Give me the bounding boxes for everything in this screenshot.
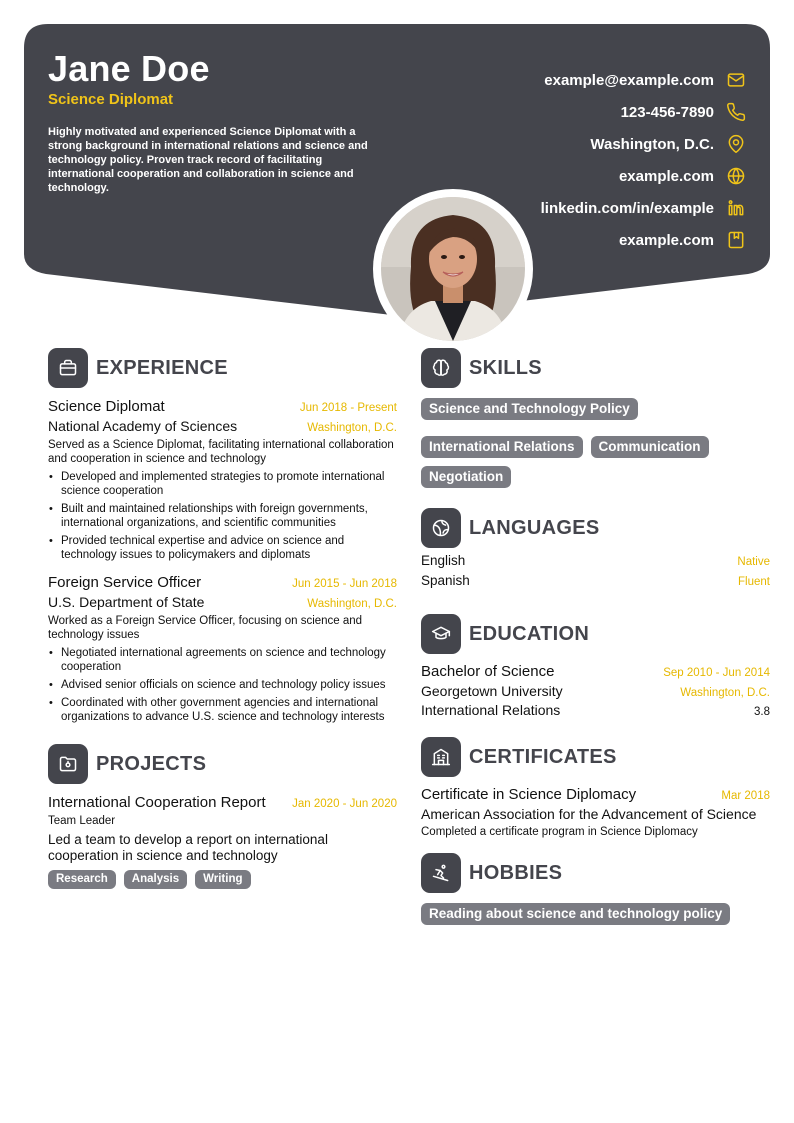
bookmark-icon	[726, 230, 746, 250]
skills-title: SKILLS	[469, 356, 542, 379]
project-dates: Jan 2020 - Jun 2020	[292, 798, 397, 810]
certificate-name: Certificate in Science Diplomacy	[421, 786, 637, 803]
brain-icon	[421, 348, 461, 388]
education-heading	[421, 614, 770, 654]
skills-list	[421, 398, 770, 488]
job-dates: Jun 2018 - Present	[299, 402, 397, 414]
language-level: Native	[737, 556, 770, 568]
project-tags	[48, 870, 397, 889]
left-column	[48, 348, 397, 889]
job-location: Washington, D.C.	[307, 598, 397, 610]
language-name: Spanish	[421, 573, 470, 588]
projects-title: PROJECTS	[96, 752, 207, 775]
job-bullet: • Coordinated with other government agencies and international organizations to advance U.S. science and technology interests	[48, 696, 397, 724]
job-organization: National Academy of Sciences	[48, 418, 238, 434]
project-tag: Analysis	[124, 870, 187, 889]
contact-location-text: Washington, D.C.	[590, 135, 714, 153]
hobby-chip: Reading about science and technology policy	[421, 903, 730, 925]
experience-item	[48, 398, 397, 562]
linkedin-icon	[726, 198, 746, 218]
hobbies-heading	[421, 853, 770, 893]
project-role: Team Leader	[48, 815, 116, 827]
school: Georgetown University	[421, 683, 563, 699]
contact-portfolio-text[interactable]: example.com	[618, 231, 714, 249]
hobbies-list	[421, 903, 770, 925]
candidate-name: Jane Doe	[48, 48, 210, 89]
school-location: Washington, D.C.	[680, 687, 770, 699]
avatar	[381, 197, 525, 341]
hobbies-title: HOBBIES	[469, 861, 563, 884]
job-summary: Served as a Science Diplomat, facilitating international collaboration and cooperation in science and technology	[48, 439, 394, 465]
skier-icon	[421, 853, 461, 893]
globe-icon	[726, 166, 746, 186]
skills-heading	[421, 348, 770, 388]
experience-item	[48, 574, 397, 724]
job-bullet: • Developed and implemented strategies to promote international science cooperation	[48, 470, 397, 498]
education-dates: Sep 2010 - Jun 2014	[663, 667, 770, 679]
experience-heading	[48, 348, 397, 388]
certificates-title: CERTIFICATES	[469, 745, 617, 768]
projects-heading	[48, 744, 397, 784]
job-dates: Jun 2015 - Jun 2018	[292, 578, 397, 590]
experience-title: EXPERIENCE	[96, 356, 228, 379]
phone-icon	[726, 102, 746, 122]
skill-chip: Science and Technology Policy	[421, 398, 638, 420]
profile-summary: Highly motivated and experienced Science Diplomat with a strong background in international relations and science and technology policy. Proven track record of facilitating international cooperation and collaboration in science and technology.	[48, 126, 368, 194]
language-name: English	[421, 553, 466, 568]
languages-list	[421, 553, 770, 593]
certificate-description: Completed a certificate program in Science Diplomacy	[421, 826, 698, 838]
education-title: EDUCATION	[469, 622, 590, 645]
skill-chip: International Relations	[421, 436, 583, 458]
language-item	[421, 573, 770, 593]
skill-chip: Communication	[591, 436, 709, 458]
building-icon	[421, 737, 461, 777]
languages-title: LANGUAGES	[469, 516, 600, 539]
job-bullets	[48, 646, 397, 724]
job-organization: U.S. Department of State	[48, 594, 205, 610]
contact-website-text[interactable]: example.com	[618, 167, 714, 185]
skill-chip: Negotiation	[421, 466, 511, 488]
job-role: Foreign Service Officer	[48, 574, 202, 591]
gpa: 3.8	[754, 706, 770, 718]
contact-linkedin-text[interactable]: linkedin.com/in/example	[540, 199, 714, 217]
contact-phone[interactable]	[416, 96, 746, 128]
project-name: International Cooperation Report	[48, 794, 266, 811]
job-role: Science Diplomat	[48, 398, 165, 415]
certificate-item	[421, 786, 770, 838]
project-tag: Research	[48, 870, 116, 889]
certificate-issuer: American Association for the Advancement of Science	[421, 806, 757, 822]
contact-phone-text[interactable]: 123-456-7890	[620, 103, 714, 121]
contact-email[interactable]	[416, 64, 746, 96]
contact-location	[416, 128, 746, 160]
mail-icon	[726, 70, 746, 90]
certificates-heading	[421, 737, 770, 777]
degree: Bachelor of Science	[421, 663, 555, 680]
contact-website[interactable]	[416, 160, 746, 192]
contact-email-text[interactable]: example@example.com	[544, 71, 714, 89]
folder-icon	[48, 744, 88, 784]
job-bullet: • Advised senior officials on science and technology policy issues	[48, 678, 397, 692]
language-icon	[421, 508, 461, 548]
certificate-date: Mar 2018	[721, 790, 770, 802]
job-bullet: • Provided technical expertise and advice on science and technology issues to policymakers and diplomats	[48, 534, 397, 562]
languages-heading	[421, 508, 770, 548]
language-level: Fluent	[738, 576, 770, 588]
job-bullets	[48, 470, 397, 562]
project-tag: Writing	[195, 870, 250, 889]
candidate-title: Science Diplomat	[48, 91, 174, 108]
language-item	[421, 553, 770, 573]
job-bullet: • Built and maintained relationships with foreign governments, international organizations, and scientific communities	[48, 502, 397, 530]
project-description: Led a team to develop a report on international cooperation in science and technology	[48, 832, 328, 863]
field-of-study: International Relations	[421, 702, 561, 718]
project-item	[48, 794, 397, 889]
job-location: Washington, D.C.	[307, 422, 397, 434]
graduation-cap-icon	[421, 614, 461, 654]
right-column	[421, 348, 770, 925]
job-bullet: • Negotiated international agreements on science and technology cooperation	[48, 646, 397, 674]
briefcase-icon	[48, 348, 88, 388]
map-pin-icon	[726, 134, 746, 154]
education-item	[421, 663, 770, 718]
job-summary: Worked as a Foreign Service Officer, focusing on science and technology issues	[48, 615, 363, 641]
